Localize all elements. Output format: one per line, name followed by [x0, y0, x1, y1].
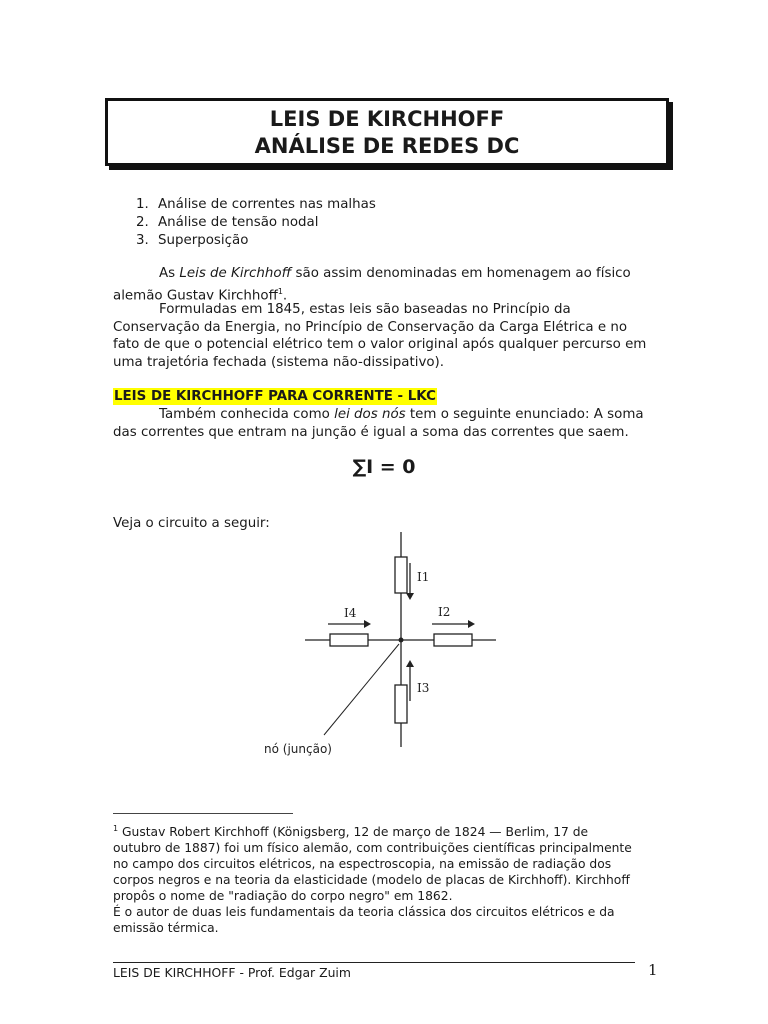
arrow-i1 — [406, 593, 414, 600]
resistor-1 — [395, 557, 407, 593]
footer-text: LEIS DE KIRCHHOFF - Prof. Edgar Zuim — [113, 965, 351, 980]
footer-divider — [113, 962, 635, 963]
formula: ∑I = 0 — [352, 456, 416, 478]
label-i1: I1 — [417, 570, 430, 584]
list-item: 3. Superposição — [136, 233, 249, 248]
circuit-intro: Veja o circuito a seguir: — [113, 516, 270, 531]
history-paragraph: Formuladas em 1845, estas leis são baseadas no Princípio da Conservação da Energia, no Princípio de Conservação da Carga Elétrica e no fato de que o potencial elétrico tem o valor original após qualquer percurso em uma trajetória fechada (sistema não-dissipativo). — [113, 302, 647, 370]
footnote: $^1$ Gustav Robert Kirchhoff (Königsberg, 12 de março de 1824 — Berlim, 17 de outubro de 1887) foi um físico alemão, com contribuições científicas principalmente no campo dos circuitos elétricos, na espectroscopia, na emissão de radiação dos corpos negros e na teoria da elasticidade (modelo de placas de Kirchhoff). Kirchhoff propôs o nome de "radiação do corpo negro" em 1862. É o autor de duas leis fundamentais da teoria clássica dos circuitos elétricos e da emissão térmica. — [113, 824, 632, 936]
list-item: 1. Análise de correntes nas malhas — [136, 197, 376, 212]
title-box — [105, 98, 669, 166]
label-i3: I3 — [417, 681, 430, 695]
list-item: 2. Análise de tensão nodal — [136, 215, 319, 230]
lkc-paragraph: Também conhecida como lei dos nós tem o seguinte enunciado: A soma das correntes que entram na junção é igual a soma das correntes que saem. — [113, 407, 644, 440]
resistor-2 — [434, 634, 472, 646]
resistor-4 — [330, 634, 368, 646]
arrow-i2 — [468, 620, 475, 628]
intro-paragraph: As Leis de Kirchhoff são assim denominadas em homenagem ao físico alemão Gustav Kirchhoff$^1$. — [113, 266, 631, 303]
arrow-i3 — [406, 660, 414, 667]
footnote-ref: 1 — [277, 286, 283, 296]
label-i4: I4 — [344, 606, 357, 620]
junction-node — [399, 638, 404, 643]
title-line-2: ANÁLISE DE REDES DC — [254, 134, 520, 158]
footnote-marker: 1 — [113, 824, 119, 833]
emphasis: lei dos nós — [334, 407, 406, 422]
footnote-divider — [113, 813, 293, 814]
emphasis: Leis de Kirchhoff — [179, 266, 292, 281]
section-heading: LEIS DE KIRCHHOFF PARA CORRENTE - LKC — [114, 389, 436, 404]
circuit-diagram — [260, 527, 510, 767]
page-number: 1 — [648, 961, 658, 979]
arrow-i4 — [364, 620, 371, 628]
label-node: nó (junção) — [264, 742, 332, 756]
topics-list — [136, 196, 376, 250]
resistor-3 — [395, 685, 407, 723]
title-line-1: LEIS DE KIRCHHOFF — [269, 107, 505, 131]
label-i2: I2 — [438, 605, 451, 619]
